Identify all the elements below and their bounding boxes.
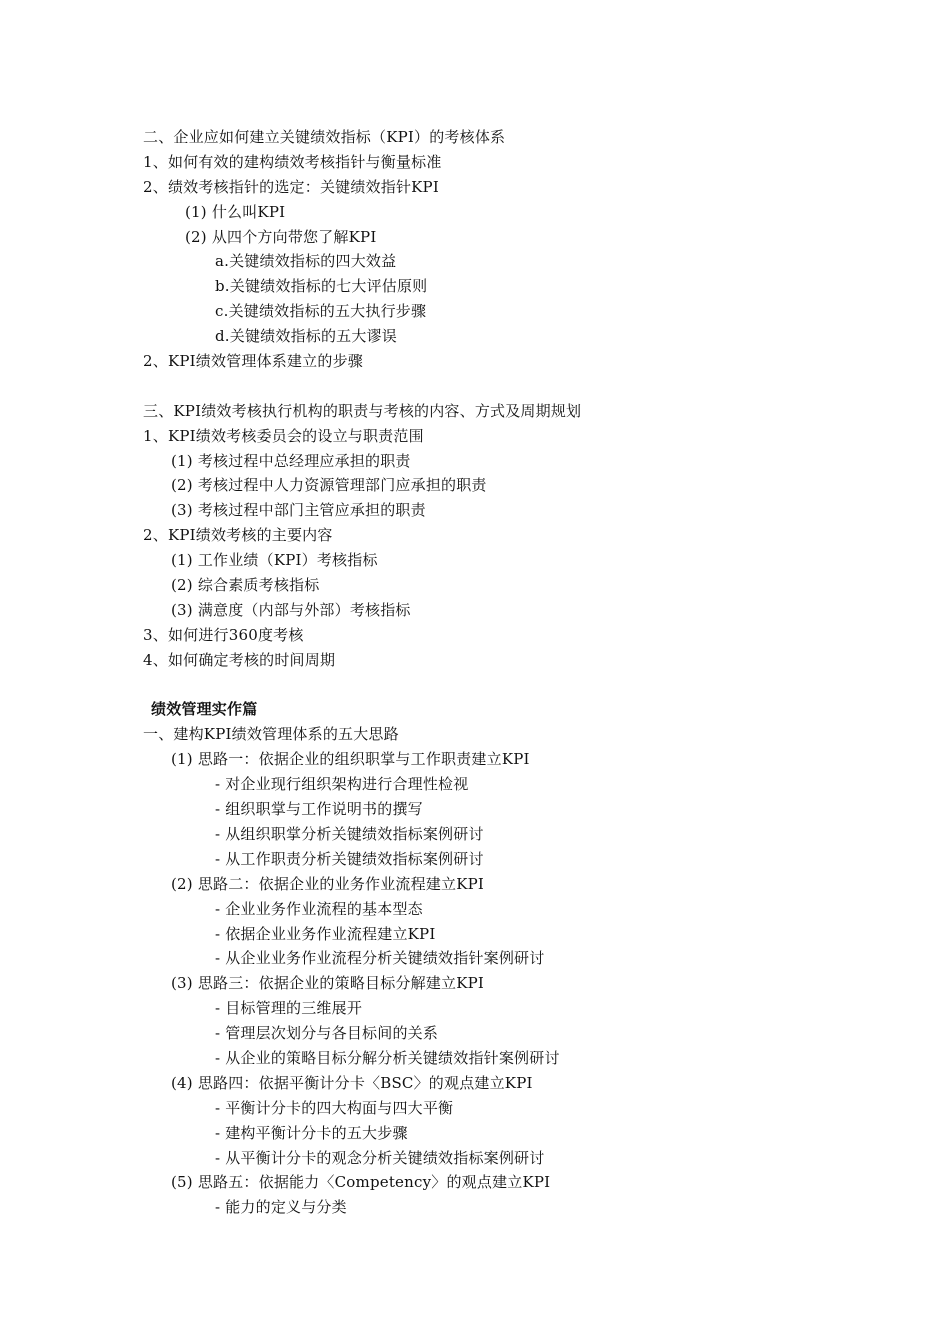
list-item: - 目标管理的三维展开 — [215, 999, 363, 1018]
list-item: - 从企业的策略目标分解分析关键绩效指针案例研讨 — [215, 1048, 560, 1067]
list-item: 1、KPI绩效考核委员会的设立与职责范围 — [143, 426, 424, 445]
list-item: (5) 思路五：依据能力〈Competency〉的观点建立KPI — [171, 1173, 551, 1192]
list-item: (1) 考核过程中总经理应承担的职责 — [171, 451, 411, 470]
list-item: 2、KPI绩效管理体系建立的步骤 — [143, 352, 363, 371]
list-item: (1) 什么叫KPI — [185, 202, 286, 221]
list-item: - 从工作职责分析关键绩效指标案例研讨 — [215, 849, 484, 868]
list-item: 2、KPI绩效考核的主要内容 — [143, 526, 333, 545]
list-item: 3、如何进行360度考核 — [143, 625, 304, 644]
list-item: (2) 综合素质考核指标 — [171, 576, 320, 595]
list-item: (1) 思路一：依据企业的组织职掌与工作职责建立KPI — [171, 750, 530, 769]
part-title: 绩效管理实作篇 — [151, 700, 258, 719]
list-item: (3) 思路三：依据企业的策略目标分解建立KPI — [171, 974, 485, 993]
list-item: - 从企业业务作业流程分析关键绩效指针案例研讨 — [215, 949, 545, 968]
list-item: - 从平衡计分卡的观念分析关键绩效指标案例研讨 — [215, 1148, 545, 1167]
blank-line — [143, 374, 863, 399]
list-item: a.关键绩效指标的四大效益 — [215, 252, 397, 271]
list-item: - 管理层次划分与各目标间的关系 — [215, 1024, 439, 1043]
list-item: - 对企业现行组织架构进行合理性检视 — [215, 775, 469, 794]
list-item: - 平衡计分卡的四大构面与四大平衡 — [215, 1098, 454, 1117]
list-item: (3) 满意度（内部与外部）考核指标 — [171, 600, 411, 619]
list-item: 1、如何有效的建构绩效考核指针与衡量标准 — [143, 152, 442, 171]
list-item: 2、绩效考核指针的选定：关键绩效指针KPI — [143, 177, 439, 196]
list-item: d.关键绩效指标的五大谬误 — [215, 327, 397, 346]
list-item: (2) 思路二：依据企业的业务作业流程建立KPI — [171, 874, 485, 893]
section-heading: 三、KPI绩效考核执行机构的职责与考核的内容、方式及周期规划 — [143, 401, 582, 420]
list-item: - 组织职掌与工作说明书的撰写 — [215, 800, 423, 819]
list-item: - 企业业务作业流程的基本型态 — [215, 899, 423, 918]
list-item: - 建构平衡计分卡的五大步骤 — [215, 1123, 408, 1142]
list-item: (2) 从四个方向带您了解KPI — [185, 227, 377, 246]
list-item: (1) 工作业绩（KPI）考核指标 — [171, 551, 378, 570]
list-item: - 从组织职掌分析关键绩效指标案例研讨 — [215, 824, 484, 843]
list-item: c.关键绩效指标的五大执行步骤 — [215, 302, 427, 321]
list-item: (4) 思路四：依据平衡计分卡〈BSC〉的观点建立KPI — [171, 1073, 533, 1092]
list-item: - 能力的定义与分类 — [215, 1198, 347, 1217]
list-item: (2) 考核过程中人力资源管理部门应承担的职责 — [171, 476, 487, 495]
list-item: - 依据企业业务作业流程建立KPI — [215, 924, 436, 943]
list-item: b.关键绩效指标的七大评估原则 — [215, 277, 428, 296]
blank-line — [143, 673, 863, 698]
document-body — [143, 125, 863, 1220]
section-heading: 二、企业应如何建立关键绩效指标（KPI）的考核体系 — [143, 128, 506, 146]
list-item: 4、如何确定考核的时间周期 — [143, 650, 336, 669]
section-heading: 一、建构KPI绩效管理体系的五大思路 — [143, 725, 399, 744]
list-item: (3) 考核过程中部门主管应承担的职责 — [171, 501, 426, 520]
